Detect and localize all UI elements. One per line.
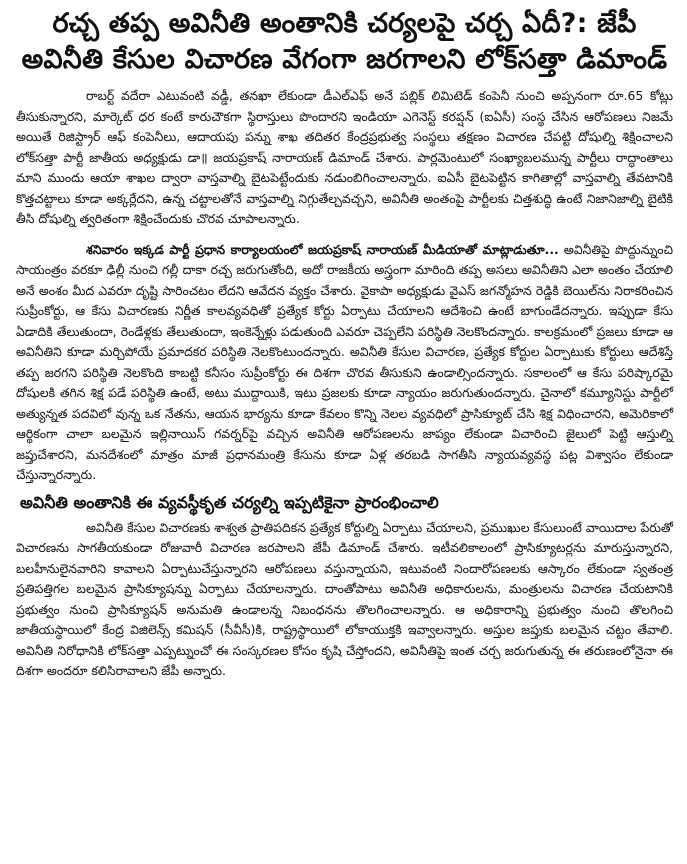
article-paragraph-2 <box>16 240 673 486</box>
paragraph-2-text: అవినీతిపై పొద్దున్నుంచి సాయంత్రం వరకూ ఢిల్లీ నుంచి గల్లీ దాకా రచ్చ జరుగుతోంది, అదో రాజకీయ అస్త్రంగా మారింది తప్ప అసలు అవినీతిని ఎలా అంతం చేయాలి అనే అంశం మీద ఎవరూ దృష్టి సారించటం లేదని ఆవేదన వ్యక్తం చేశారు. వైకాపా అధ్యక్షుడు వైఎస్ జగన్మోహన రెడ్డికి బెయిల్‌ను నిరాకరించిన సుప్రీంకోర్టు, ఆ కేసు విచారణకు నిర్ణీత కాలవ్యవధితో ప్రత్యేక కోర్టు ఏర్పాటు చేయాలని ఆదేశించి ఉంటే బాగుండేదన్నారు. ఇప్పుడా కేసు ఏడాదికి తేలుతుందా, రెండేళ్లకు తేలుతుందా, ఇంకెన్నేళ్లు పడుతుంది ఎవరూ చెప్పలేని పరిస్థితి నెలకొందన్నారు. కాలక్రమంలో ప్రజలు కూడా ఆ అవినీతిని కూడా మర్చిపోయే ప్రమాదకర పరిస్థితి నెలకొంటుందన్నారు. అవినీతి కేసుల విచారణ, ప్రత్యేక కోర్టుల ఏర్పాటుకు కోర్టులు ఆదేశిస్తే తప్ప జరగని పరిస్థితి నెలకొంది కాబట్టి కనీసం సుప్రీంకోర్టు ఈ దిశగా చొరవ తీసుకుని ఉండాల్సిందన్నారు. సకాలంలో ఆ కేసు పరిష్కారమై దోషులకి తగిన శిక్ష పడే పరిస్థితి ఉంటే, అటు ముద్దాయికి, ఇటు ప్రజలకు కూడా న్యాయం జరుగుతుందన్నారు. చైనాలో కమ్యూనిస్టు పార్టీలో అత్యున్నత పదవిలో వున్న ఒక నేతను, ఆయన భార్యను కూడా కేవలం కొన్ని నెలల వ్యవధిలో ప్రాసిక్యూట్ చేసి శిక్ష విధించారని, అమెరికాలో ఆర్థికంగా చాలా బలమైన ఇల్లినాయిస్ గవర్నర్‌పై వచ్చిన అవినీతి ఆరోపణలను జాప్యం లేకుండా విచారించి జైలులో పెట్టి ఆస్తుల్ని జప్తుచేశారని, మనదేశంలో మాత్రం మాజీ ప్రధానమంత్రి కేసును కూడా ఏళ్ల తరబడి సాగతీసి న్యాయవ్యవస్థ పట్ల విశ్వాసం లేకుండా చేస్తున్నారన్నారు. <box>16 241 674 482</box>
headline-line-1: రచ్చ తప్ప అవినీతి అంతానికి చర్యలపై చర్చ ఏదీ?: జేపీ <box>52 8 637 39</box>
paragraph-3-text: అవినీతి కేసుల విచారణకు శాశ్వత ప్రాతిపదికన ప్రత్యేక కోర్టుల్ని ఏర్పాటు చేయాలని, ప్రముఖుల కేసులుంటే వాయిదాల పేరుతో విచారణను సాగతీయకుండా రోజువారీ విచారణ జరపాలని జేపీ డిమాండ్ చేశారు. ఇటీవలికాలంలో ప్రాసిక్యూటర్లను మారుస్తున్నారని, బలహీనులైనవారిని కావాలని ఏర్పాటుచేస్తున్నారని ఆరోపణలు వస్తున్నాయని, ఇటువంటి నిందారోపణలకు ఆస్కారం లేకుండా స్వతంత్ర ప్రతిపత్తిగల బలమైన ప్రాసిక్యూషన్ను ఏర్పాటు చేయాలన్నారు. దాంతోపాటు అవినీతి అధికారులను, మంత్రులను విచారణ చేయటానికి ప్రభుత్వం నుంచి ప్రాసిక్యూషన్ అనుమతి ఉండాలన్న నిబంధనను తొలగించాలన్నారు. ఆ అధికారాన్ని ప్రభుత్వం నుంచి తొలగించి జాతీయస్థాయిలో కేంద్ర విజిలెన్స్ కమిషన్ (సీవీసీ)కి, రాష్ట్రస్థాయిలో లోకాయుక్తకి ఇవ్వాలన్నారు. అస్తుల జప్తుకు బలమైన చట్టం తేవాలి. అవినీతి నిరోధానికి లోక్‌సత్తా ఎప్పట్నుంచో ఈ సంస్కరణల కోసం కృషి చేస్తోందని, అవినీతిపై ఇంత చర్చ జరుగుతున్న ఈ తరుణంలోనైనా ఈ దిశగా అందరూ కలిసిరావాలని జేపీ అన్నారు. <box>16 519 673 678</box>
paragraph-1-text: రాబర్ట్ వదేరా ఎటువంటి వడ్డీ, తనఖా లేకుండా డీఎల్ఎఫ్ అనే పబ్లిక్ లిమిటెడ్ కంపెనీ నుంచి అప్పనంగా రూ.65 కోట్లు తీసుకున్నారని, మార్కెట్ ధర కంటే కారుచౌకగా స్థిరాస్తులు పొందారని ఇండియా ఎగెనెస్ట్ కరప్షన్ (ఐఏసీ) సంస్థ చేసిన ఆరోపణలు నిజమే అయితే రిజిస్ట్రార్ ఆఫ్ కంపెనీలు, ఆదాయపు పన్ను శాఖ తదితర కేంద్రప్రభుత్వ సంస్థలు తక్షణం విచారణ చేపట్టి దోషుల్ని శిక్షించాలని లోక్‌సత్తా పార్టీ జాతీయ అధ్యక్షుడు డా॥ జయప్రకాష్ నారాయణ్ డిమాండ్ చేశారు. పార్లమెంటులో సంఖ్యాబలమున్న పార్టీలు రాద్ధాంతాలు మాని ముందు ఆయా శాఖల ద్వారా వాస్తవాల్ని బైటపెట్టేందుకు నడుంబిగించాలన్నారు. ఐఏసీ బైటపెట్టిన కాగితాల్లో వాస్తవాల్ని తేవటానికి కొత్తచట్టాలు కూడా అక్కర్లేదని, ఉన్న చట్టాలతోనే వాస్తవాల్ని నిగ్గుతేల్చవచ్చని, అవినీతి అంతంపై పార్టీలకు చిత్తశుద్ధి ఉంటే నిజానిజాల్ని బైటికి తీసి దోషుల్ని త్వరితంగా శిక్షించేందుకు చొరవ చూపాలన్నారు. <box>16 88 673 226</box>
article-paragraph-1 <box>16 86 673 230</box>
article-paragraph-3 <box>16 518 673 682</box>
section-subheading: అవినీతి అంతానికి ఈ వ్యవస్థీకృత చర్యల్ని ఇప్పటికైనా ప్రారంభించాలి <box>20 492 439 512</box>
headline-line-2: అవినీతి కేసుల విచారణ వేగంగా జరగాలని లోక్‌సత్తా డిమాండ్ <box>21 44 668 75</box>
paragraph-2-lead: శనివారం ఇక్కడ పార్టీ ప్రధాన కార్యాలయంలో జయప్రకాష్ నారాయణ్ మీడియాతో మాట్లాడుతూ... <box>86 241 559 257</box>
